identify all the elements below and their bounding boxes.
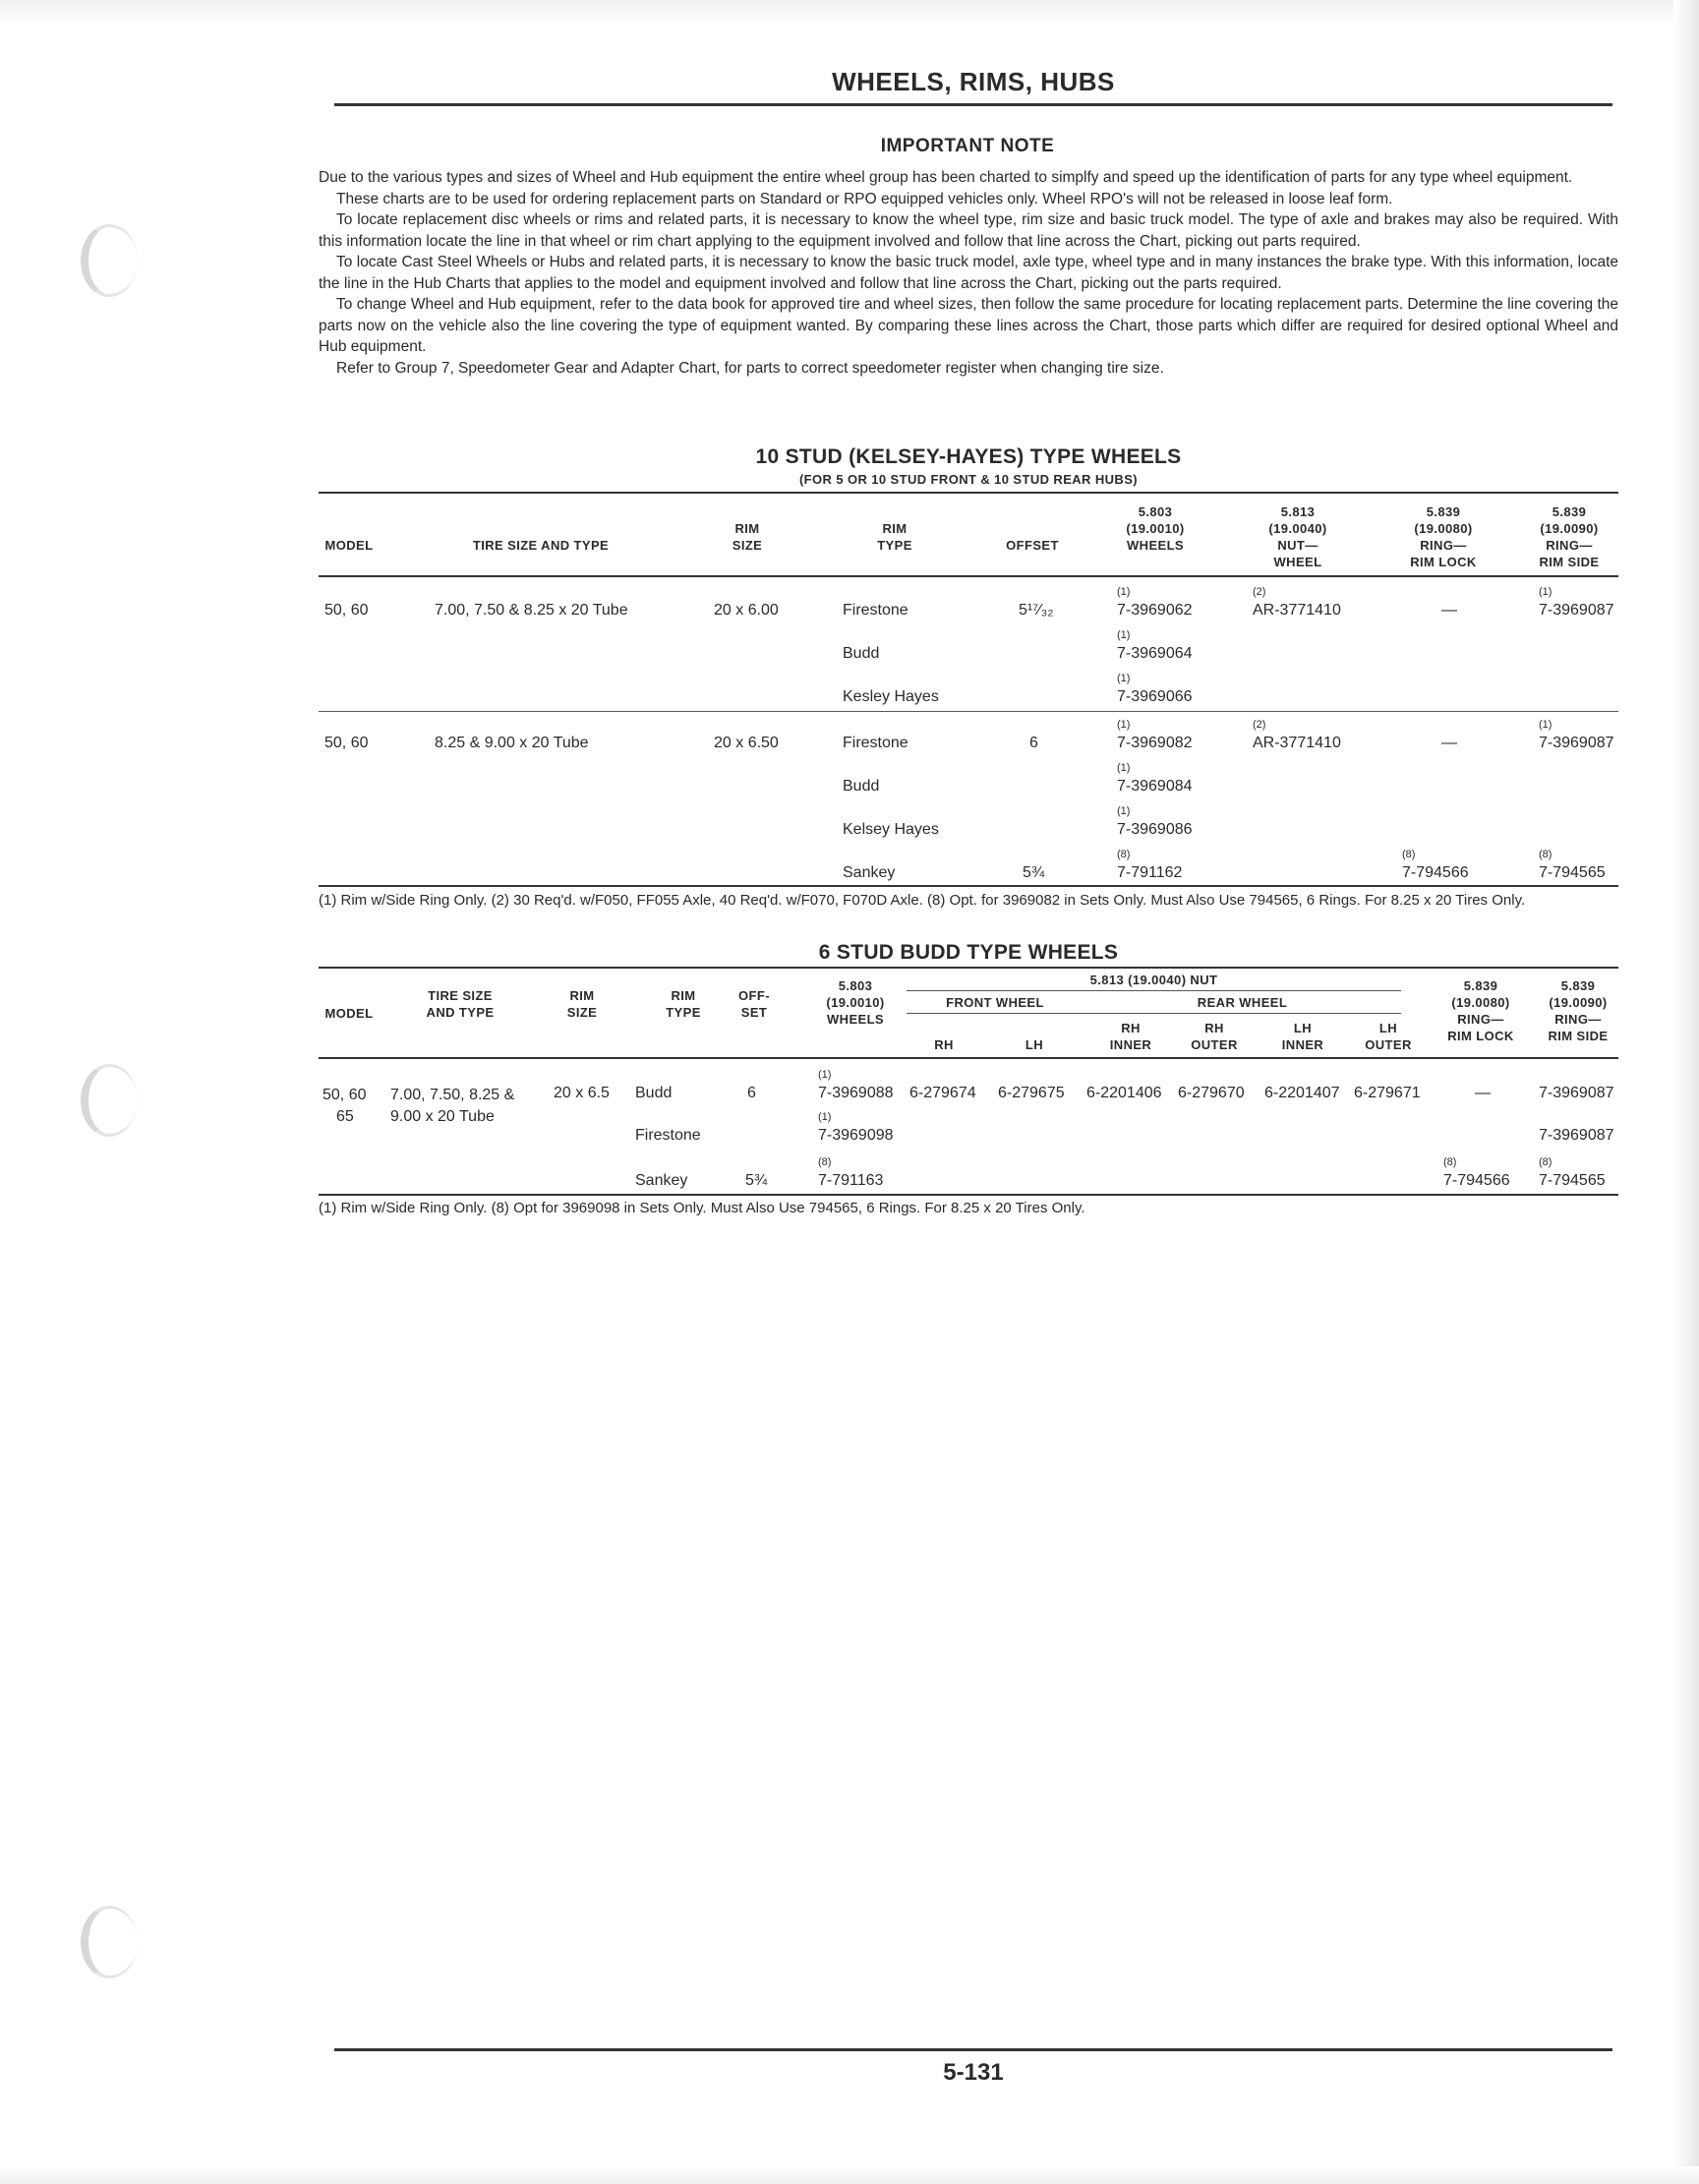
t2-cell-rim-side: 7-794565 [1539, 1172, 1606, 1189]
t1-header-rim-type [846, 520, 944, 554]
header-line: (19.0040) [1268, 521, 1327, 536]
t2-side-footnote-ref: (8) [1539, 1156, 1553, 1168]
t2-cell-tire [390, 1085, 514, 1128]
cell-line: 65 [336, 1108, 354, 1125]
header-line: (19.0010) [1126, 521, 1185, 536]
t1-cell-offset: 6 [1029, 735, 1038, 751]
table1-title: 10 STUD (KELSEY-HAYES) TYPE WHEELS [755, 445, 1182, 468]
header-line: 5.803 [838, 978, 873, 993]
t1-cell-rim-type: Budd [843, 645, 880, 662]
t2-wheel-footnote-ref: (1) [818, 1111, 832, 1123]
page-top-edge [0, 0, 1699, 26]
header-line: 5.839 [1426, 504, 1461, 519]
t1-wheel-footnote-ref: (8) [1117, 849, 1131, 860]
header-line: TYPE [666, 1005, 701, 1020]
table1-header-rule [319, 575, 1618, 577]
cell-line: 50, 60 [322, 1087, 367, 1103]
t1-wheel-footnote-ref: (1) [1117, 673, 1131, 684]
note-paragraph: To change Wheel and Hub equipment, refer to the data book for approved tire and wheel sizes, then follow the same procedure for locating replacement parts. Determine the line covering the parts now on the vehicle also the line covering the type of equipment wanted. By comparing these lines across the Chart, those parts which differ are required for desired optional Wheel and Hub equipment. [319, 296, 1618, 355]
t1-cell-rim-side: 7-3969087 [1539, 602, 1614, 619]
t1-side-footnote-ref: (1) [1539, 586, 1553, 598]
t1-cell-tire: 8.25 & 9.00 x 20 Tube [435, 735, 589, 751]
t2-cell-offset: 5¾ [745, 1172, 768, 1189]
t2-header-offset [730, 987, 779, 1021]
important-note-title: IMPORTANT NOTE [880, 136, 1055, 156]
t2-wheel-footnote-ref: (8) [818, 1156, 832, 1168]
page-bottom-edge [0, 2166, 1699, 2184]
t1-cell-offset: 5¹⁷⁄₃₂ [1019, 602, 1054, 619]
t2-lock-footnote-ref: (8) [1443, 1156, 1457, 1168]
t2-cell-rim-type: Sankey [635, 1172, 688, 1189]
cell-line: 7.00, 7.50, 8.25 & [390, 1087, 515, 1103]
header-line: LH [1293, 1021, 1313, 1035]
t1-cell-rim-side: 7-3969087 [1539, 735, 1614, 751]
t1-cell-offset: 5¾ [1023, 864, 1045, 881]
t1-cell-wheel: 7-3969062 [1117, 602, 1193, 619]
t1-cell-rim-lock: 7-794566 [1402, 864, 1469, 881]
t1-header-wheels [1106, 503, 1204, 554]
t2-header-rim-side [1529, 977, 1627, 1044]
t2-cell-model [322, 1085, 366, 1128]
t2-header-rim-size [553, 987, 612, 1021]
t2-wheel-footnote-ref: (1) [818, 1069, 832, 1081]
t2-cell-wheel: 7-791163 [818, 1172, 884, 1189]
t2-header-rim-type [654, 987, 713, 1021]
header-line: 5.813 [1280, 504, 1316, 519]
footer-rule [334, 2048, 1612, 2051]
t1-cell-wheel: 7-3969086 [1117, 821, 1193, 838]
header-line: TYPE [877, 538, 912, 553]
note-paragraph: To locate replacement disc wheels or rims and related parts, it is necessary to know the wheel type, rim size and basic truck model. The type of axle and brakes may also be required. With this information locate the line in that wheel or rim chart applying to the equipment involved and follow that line across the Chart, picking out parts required. [319, 211, 1618, 250]
header-line: OFF- [738, 988, 770, 1003]
header-line: RIM [569, 988, 595, 1003]
t1-side-footnote-ref: (1) [1539, 719, 1553, 731]
note-paragraph: To locate Cast Steel Wheels or Hubs and related parts, it is necessary to know the basic truck model, axle type, wheel type and in many instances the brake type. With this information, locate the line in the Hub Charts that applies to the model and equipment involved and follow that line across the Chart, picking out the parts required. [319, 254, 1618, 292]
header-line: WHEELS [826, 1012, 884, 1027]
t2-header-front-wheel: FRONT WHEEL [946, 995, 1044, 1010]
t1-wheel-footnote-ref: (1) [1117, 629, 1131, 641]
t2-cell-wheel: 7-3969098 [818, 1127, 894, 1144]
t2-header-rim-lock [1426, 977, 1536, 1044]
header-line: RIM LOCK [1410, 555, 1477, 569]
t1-cell-rim-type: Kesley Hayes [843, 688, 939, 705]
header-line: WHEELS [1126, 538, 1184, 553]
header-line: SET [740, 1005, 768, 1020]
t2-header-nut-group: 5.813 (19.0040) NUT [1089, 973, 1218, 987]
t1-cell-rim-lock: — [1441, 735, 1457, 751]
t2-cell-rim-type: Firestone [635, 1127, 701, 1144]
header-line: RIM [671, 988, 696, 1003]
t1-cell-model: 50, 60 [324, 602, 369, 619]
header-line: (19.0080) [1451, 995, 1510, 1010]
t2-cell-rim-side: 7-3969087 [1539, 1127, 1614, 1144]
t2-header-tire [411, 987, 509, 1021]
header-line: RIM [882, 521, 908, 536]
t2-header-rh-outer [1180, 1020, 1249, 1053]
binder-hole [81, 1906, 138, 1978]
t2-cell-fw-rh: 6-279674 [909, 1085, 976, 1101]
t1-wheel-footnote-ref: (1) [1117, 586, 1131, 598]
page-number: 5-131 [943, 2059, 1004, 2086]
page-header-title: WHEELS, RIMS, HUBS [832, 67, 1115, 96]
t1-wheel-footnote-ref: (1) [1117, 719, 1131, 731]
header-line: 5.839 [1463, 978, 1498, 993]
t2-cell-rim-lock: — [1475, 1085, 1491, 1101]
t2-cell-lh-outer: 6-279671 [1354, 1085, 1421, 1101]
header-line: OUTER [1191, 1037, 1238, 1052]
header-line: (19.0080) [1414, 521, 1473, 536]
header-line: RING— [1554, 1012, 1602, 1027]
table1-bottom-rule [319, 885, 1618, 887]
t1-header-rim-size [708, 520, 787, 554]
t1-cell-wheel: 7-3969084 [1117, 778, 1193, 795]
table1-footnote: (1) Rim w/Side Ring Only. (2) 30 Req'd. w/F050, FF055 Axle, 40 Req'd. w/F070, F070D Axle. (8) Opt. for 3969082 in Sets Only. Must Also Use 794565, 6 Rings. For 8.25 x 20 Tires Only. [319, 892, 1526, 909]
t1-cell-wheel: 7-3969064 [1117, 645, 1193, 662]
header-line: NUT— [1277, 538, 1318, 553]
table2-title: 6 STUD BUDD TYPE WHEELS [818, 941, 1119, 964]
t1-cell-wheel: 7-3969066 [1117, 688, 1193, 705]
header-line: 5.803 [1138, 504, 1173, 519]
note-paragraph: Refer to Group 7, Speedometer Gear and Adapter Chart, for parts to correct speedometer register when changing tire size. [336, 359, 1164, 377]
t2-header-fw-lh: LH [1025, 1037, 1044, 1052]
t2-cell-wheel: 7-3969088 [818, 1085, 894, 1101]
table1-top-rule [319, 492, 1618, 494]
t2-header-fw-rh: RH [934, 1037, 954, 1052]
t2-header-wheels [806, 977, 905, 1028]
header-line: 5.839 [1552, 504, 1587, 519]
header-line: WHEEL [1273, 555, 1322, 569]
t2-header-rear-wheel: REAR WHEEL [1197, 995, 1288, 1010]
header-line: RING— [1546, 538, 1593, 553]
t1-cell-rim-side: 7-794565 [1539, 864, 1606, 881]
t2-cell-offset: 6 [747, 1085, 756, 1101]
header-line: INNER [1281, 1037, 1324, 1052]
t1-header-rim-lock [1389, 503, 1497, 570]
t1-wheel-footnote-ref: (1) [1117, 762, 1131, 774]
header-line: (19.0090) [1549, 995, 1608, 1010]
t1-cell-rim-type: Sankey [843, 864, 896, 881]
t1-cell-nut: AR-3771410 [1253, 735, 1341, 751]
note-paragraph: Due to the various types and sizes of Wheel and Hub equipment the entire wheel group has been charted to simplfy and speed up the identification of parts for any type wheel equipment. [319, 169, 1573, 186]
table1-group-rule [319, 711, 1618, 712]
t1-header-model: MODEL [324, 538, 374, 553]
t2-wheel-group-rule [907, 1013, 1401, 1014]
t1-header-nut [1249, 503, 1347, 570]
t1-cell-rim-lock: — [1441, 602, 1457, 619]
t1-header-tire: TIRE SIZE AND TYPE [472, 538, 610, 553]
note-paragraph: These charts are to be used for ordering replacement parts on Standard or RPO equipped vehicles only. Wheel RPO's will not be released in loose leaf form. [336, 190, 1393, 207]
header-line: (19.0090) [1540, 521, 1599, 536]
t2-cell-fw-lh: 6-279675 [998, 1085, 1065, 1101]
t1-cell-model: 50, 60 [324, 735, 369, 751]
t2-nut-group-rule [907, 990, 1401, 991]
header-line: INNER [1109, 1037, 1152, 1052]
header-line: 5.839 [1560, 978, 1596, 993]
page-right-edge [1673, 0, 1699, 2184]
t2-header-model: MODEL [324, 1006, 374, 1021]
table2-header-rule [319, 1057, 1618, 1059]
header-line: LH [1378, 1021, 1398, 1035]
important-note-body [319, 167, 1618, 379]
t1-cell-rim-type: Firestone [843, 602, 908, 619]
t1-cell-rim-type: Kelsey Hayes [843, 821, 939, 838]
header-line: RIM [734, 521, 760, 536]
t2-header-lh-outer [1359, 1020, 1418, 1053]
t1-nut-footnote-ref: (2) [1253, 586, 1266, 598]
header-line: RH [1121, 1021, 1141, 1035]
header-line: RING— [1457, 1012, 1504, 1027]
t2-cell-lh-inner: 6-2201407 [1264, 1085, 1340, 1101]
header-line: SIZE [732, 538, 763, 553]
t1-cell-wheel: 7-3969082 [1117, 735, 1193, 751]
t1-cell-tire: 7.00, 7.50 & 8.25 x 20 Tube [435, 602, 628, 619]
t1-header-rim-side [1520, 503, 1618, 570]
header-line: TIRE SIZE [428, 988, 493, 1003]
header-line: SIZE [566, 1005, 598, 1020]
cell-line: 9.00 x 20 Tube [390, 1108, 495, 1125]
t2-cell-rim-size: 20 x 6.5 [554, 1085, 610, 1101]
t2-cell-rh-inner: 6-2201406 [1086, 1085, 1162, 1101]
header-line: RIM SIDE [1539, 555, 1600, 569]
t1-header-offset: OFFSET [1006, 538, 1059, 553]
table2-bottom-rule [319, 1194, 1618, 1196]
t2-header-lh-inner [1268, 1020, 1337, 1053]
t1-cell-nut: AR-3771410 [1253, 602, 1341, 619]
t1-cell-rim-size: 20 x 6.00 [714, 602, 779, 619]
header-line: RIM SIDE [1548, 1029, 1609, 1043]
t1-cell-rim-type: Budd [843, 778, 880, 795]
t2-cell-rh-outer: 6-279670 [1178, 1085, 1245, 1101]
header-line: RH [1204, 1021, 1224, 1035]
t1-cell-wheel: 7-791162 [1117, 864, 1183, 881]
t1-cell-rim-size: 20 x 6.50 [714, 735, 779, 751]
header-line: RING— [1420, 538, 1467, 553]
binder-hole [81, 1064, 138, 1137]
header-line: (19.0010) [826, 995, 885, 1010]
t2-cell-rim-lock: 7-794566 [1443, 1172, 1510, 1189]
t1-lock-footnote-ref: (8) [1402, 849, 1416, 860]
t1-cell-rim-type: Firestone [843, 735, 908, 751]
t1-wheel-footnote-ref: (1) [1117, 805, 1131, 817]
header-line: RIM LOCK [1447, 1029, 1514, 1043]
table2-top-rule [319, 967, 1618, 969]
t1-nut-footnote-ref: (2) [1253, 719, 1266, 731]
binder-hole [81, 224, 138, 297]
t2-cell-rim-side: 7-3969087 [1539, 1085, 1614, 1101]
table2-footnote: (1) Rim w/Side Ring Only. (8) Opt for 3969098 in Sets Only. Must Also Use 794565, 6 Rings. For 8.25 x 20 Tires Only. [319, 1200, 1085, 1216]
header-rule [334, 103, 1612, 106]
t2-cell-rim-type: Budd [635, 1085, 673, 1101]
header-line: AND TYPE [426, 1005, 495, 1020]
header-line: OUTER [1365, 1037, 1412, 1052]
t1-side-footnote-ref: (8) [1539, 849, 1553, 860]
table1-subtitle: (FOR 5 OR 10 STUD FRONT & 10 STUD REAR HUBS) [798, 472, 1139, 487]
t2-header-rh-inner [1096, 1020, 1165, 1053]
